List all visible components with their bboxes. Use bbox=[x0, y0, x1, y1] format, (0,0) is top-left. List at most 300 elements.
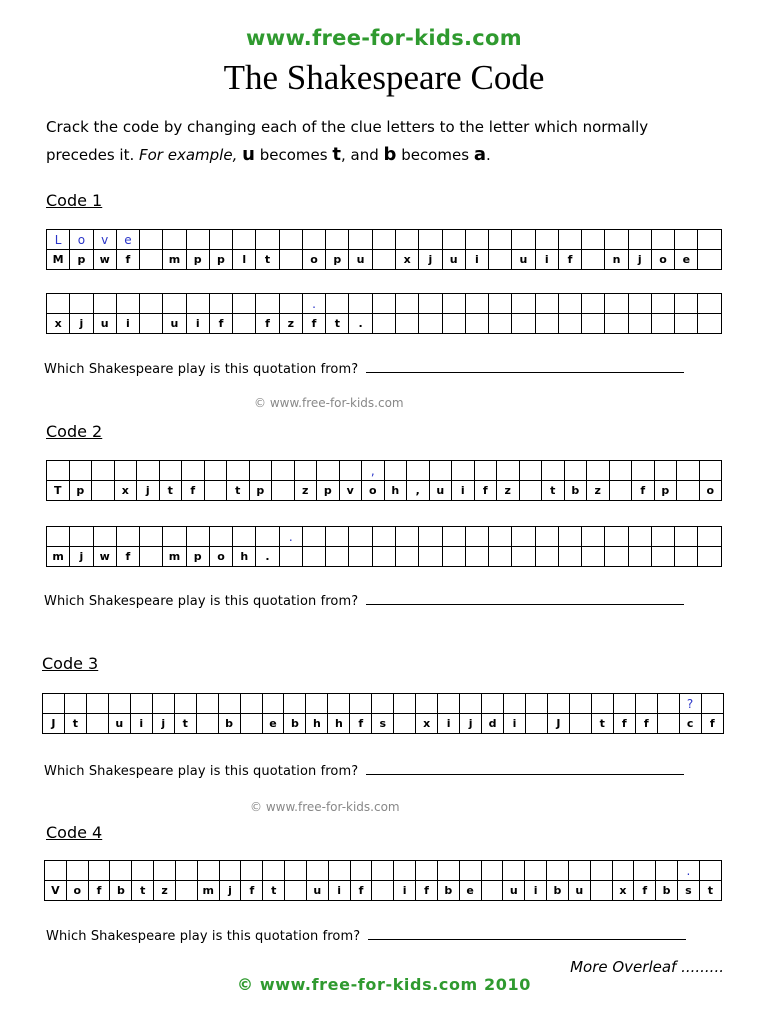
answer-cell[interactable] bbox=[349, 230, 372, 250]
answer-cell[interactable] bbox=[525, 861, 547, 881]
answer-cell[interactable] bbox=[279, 230, 302, 250]
clue-cell bbox=[175, 881, 197, 901]
answer-cell[interactable] bbox=[47, 527, 70, 547]
answer-cell[interactable] bbox=[43, 694, 65, 714]
clue-cell: i bbox=[535, 250, 558, 270]
clue-cell: t bbox=[256, 250, 279, 270]
answer-cell[interactable] bbox=[582, 527, 605, 547]
answer-cell[interactable] bbox=[326, 230, 349, 250]
answer-cell[interactable] bbox=[196, 694, 218, 714]
answer-cell[interactable] bbox=[656, 861, 678, 881]
answer-cell[interactable] bbox=[651, 230, 674, 250]
clue-cell: o bbox=[209, 547, 232, 567]
answer-cell[interactable] bbox=[419, 230, 442, 250]
answer-cell[interactable] bbox=[628, 230, 651, 250]
answer-cell[interactable] bbox=[699, 461, 722, 481]
answer-cell[interactable] bbox=[326, 527, 349, 547]
clue-cell: x bbox=[47, 314, 70, 334]
answer-cell[interactable] bbox=[241, 861, 263, 881]
clue-cell: n bbox=[605, 250, 628, 270]
answer-line-1[interactable] bbox=[366, 371, 684, 373]
clue-cell: l bbox=[233, 250, 256, 270]
answer-cell[interactable] bbox=[512, 294, 535, 314]
clue-cell: j bbox=[70, 314, 93, 334]
clue-cell: . bbox=[349, 314, 372, 334]
clue-cell: x bbox=[395, 250, 418, 270]
clue-cell bbox=[675, 314, 698, 334]
answer-cell[interactable] bbox=[452, 461, 475, 481]
answer-cell[interactable] bbox=[163, 294, 186, 314]
answer-cell[interactable] bbox=[419, 294, 442, 314]
answer-cell[interactable] bbox=[465, 230, 488, 250]
clue-cell: u bbox=[442, 250, 465, 270]
answer-cell[interactable] bbox=[285, 861, 307, 881]
question-3-text: Which Shakespeare play is this quotation from? bbox=[44, 764, 359, 779]
answer-cell[interactable] bbox=[137, 461, 160, 481]
answer-cell[interactable] bbox=[675, 294, 698, 314]
answer-cell[interactable] bbox=[459, 861, 481, 881]
answer-line-4[interactable] bbox=[368, 938, 686, 940]
clue-cell: b bbox=[656, 881, 678, 901]
answer-cell[interactable]: . bbox=[279, 527, 302, 547]
answer-cell[interactable] bbox=[535, 294, 558, 314]
answer-cell[interactable] bbox=[701, 694, 723, 714]
example-becomes-1: becomes bbox=[259, 146, 328, 164]
answer-cell[interactable] bbox=[317, 461, 340, 481]
answer-cell[interactable] bbox=[174, 694, 196, 714]
answer-cell[interactable] bbox=[108, 694, 130, 714]
answer-cell[interactable] bbox=[140, 294, 163, 314]
answer-cell[interactable] bbox=[497, 461, 520, 481]
clue-cell bbox=[698, 314, 722, 334]
answer-cell[interactable] bbox=[419, 527, 442, 547]
clue-cell: t bbox=[159, 481, 182, 501]
clue-cell: t bbox=[174, 714, 196, 734]
clue-cell: f bbox=[241, 881, 263, 901]
answer-cell[interactable] bbox=[140, 230, 163, 250]
clue-cell bbox=[525, 714, 547, 734]
answer-cell[interactable] bbox=[395, 230, 418, 250]
answer-cell[interactable] bbox=[306, 694, 328, 714]
answer-cell[interactable] bbox=[47, 461, 70, 481]
clue-cell bbox=[279, 250, 302, 270]
clue-cell: d bbox=[482, 714, 504, 734]
clue-cell bbox=[481, 881, 503, 901]
clue-cell: h bbox=[306, 714, 328, 734]
answer-cell[interactable] bbox=[182, 461, 205, 481]
clue-cell: f bbox=[416, 881, 438, 901]
clue-cell: i bbox=[504, 714, 526, 734]
answer-cell[interactable] bbox=[558, 294, 581, 314]
answer-cell[interactable] bbox=[328, 694, 350, 714]
answer-cell[interactable] bbox=[240, 694, 262, 714]
clue-cell: b bbox=[437, 881, 459, 901]
answer-cell[interactable] bbox=[372, 230, 395, 250]
answer-cell[interactable] bbox=[438, 694, 460, 714]
question-1-text: Which Shakespeare play is this quotation from? bbox=[44, 362, 359, 377]
clue-cell: o bbox=[699, 481, 722, 501]
answer-cell[interactable]: e bbox=[116, 230, 139, 250]
clue-cell: z bbox=[279, 314, 302, 334]
clue-cell: f bbox=[302, 314, 325, 334]
clue-cell bbox=[628, 314, 651, 334]
answer-cell[interactable] bbox=[349, 294, 372, 314]
answer-cell[interactable] bbox=[535, 527, 558, 547]
answer-cell[interactable] bbox=[372, 861, 394, 881]
answer-cell[interactable] bbox=[407, 461, 430, 481]
answer-cell[interactable] bbox=[339, 461, 362, 481]
answer-cell[interactable] bbox=[613, 694, 635, 714]
code-3-heading: Code 3 bbox=[42, 654, 99, 673]
answer-cell[interactable] bbox=[635, 694, 657, 714]
answer-cell[interactable] bbox=[186, 527, 209, 547]
answer-cell[interactable] bbox=[209, 230, 232, 250]
clue-cell bbox=[240, 714, 262, 734]
answer-cell[interactable] bbox=[460, 694, 482, 714]
answer-cell[interactable] bbox=[394, 694, 416, 714]
answer-cell[interactable] bbox=[209, 294, 232, 314]
clue-cell: t bbox=[699, 881, 721, 901]
clue-cell: f bbox=[209, 314, 232, 334]
answer-cell[interactable] bbox=[66, 861, 88, 881]
answer-cell[interactable] bbox=[302, 230, 325, 250]
answer-cell[interactable] bbox=[349, 527, 372, 547]
clue-cell: h bbox=[233, 547, 256, 567]
clue-cell: f bbox=[701, 714, 723, 734]
answer-cell[interactable]: L bbox=[47, 230, 70, 250]
clue-cell bbox=[605, 547, 628, 567]
clue-cell: z bbox=[154, 881, 176, 901]
answer-cell[interactable] bbox=[70, 294, 93, 314]
answer-cell[interactable] bbox=[395, 294, 418, 314]
clue-cell: p bbox=[70, 250, 93, 270]
answer-cell[interactable]: o bbox=[70, 230, 93, 250]
answer-cell[interactable] bbox=[394, 861, 416, 881]
answer-cell[interactable] bbox=[69, 461, 92, 481]
clue-cell: i bbox=[452, 481, 475, 501]
answer-cell[interactable] bbox=[163, 527, 186, 547]
clue-cell: f bbox=[613, 714, 635, 734]
answer-cell[interactable] bbox=[175, 861, 197, 881]
clue-cell bbox=[605, 314, 628, 334]
clue-cell: s bbox=[678, 881, 700, 901]
answer-cell[interactable] bbox=[569, 694, 591, 714]
answer-cell[interactable] bbox=[632, 461, 655, 481]
answer-row bbox=[47, 230, 722, 250]
page-title: The Shakespeare Code bbox=[223, 58, 545, 97]
clue-cell: c bbox=[679, 714, 701, 734]
answer-line-3[interactable] bbox=[366, 773, 684, 775]
clue-cell: M bbox=[47, 250, 70, 270]
answer-row bbox=[47, 527, 722, 547]
answer-cell[interactable] bbox=[504, 694, 526, 714]
answer-cell[interactable] bbox=[263, 861, 285, 881]
clue-cell: i bbox=[394, 881, 416, 901]
answer-cell[interactable] bbox=[256, 527, 279, 547]
answer-cell[interactable] bbox=[249, 461, 272, 481]
answer-cell[interactable] bbox=[306, 861, 328, 881]
answer-line-2[interactable] bbox=[366, 603, 684, 605]
answer-cell[interactable] bbox=[256, 230, 279, 250]
answer-cell[interactable] bbox=[547, 694, 569, 714]
clue-cell bbox=[442, 314, 465, 334]
answer-cell[interactable]: . bbox=[302, 294, 325, 314]
code-1-grid-2 bbox=[46, 293, 722, 334]
answer-cell[interactable] bbox=[429, 461, 452, 481]
code-2-grid-1 bbox=[46, 460, 722, 501]
answer-cell[interactable] bbox=[442, 230, 465, 250]
answer-cell[interactable] bbox=[233, 230, 256, 250]
answer-cell[interactable] bbox=[605, 230, 628, 250]
answer-cell[interactable]: v bbox=[93, 230, 116, 250]
clue-cell: u bbox=[108, 714, 130, 734]
clue-cell: f bbox=[474, 481, 497, 501]
answer-cell[interactable]: ? bbox=[679, 694, 701, 714]
clue-cell: z bbox=[294, 481, 317, 501]
answer-cell[interactable] bbox=[512, 527, 535, 547]
answer-cell[interactable] bbox=[465, 294, 488, 314]
clue-cell: o bbox=[362, 481, 385, 501]
clue-cell: i bbox=[328, 881, 350, 901]
answer-cell[interactable] bbox=[481, 861, 503, 881]
answer-cell[interactable] bbox=[186, 294, 209, 314]
example-and: , and bbox=[340, 146, 379, 164]
example-end: . bbox=[485, 146, 491, 164]
clue-cell bbox=[489, 547, 512, 567]
answer-cell[interactable] bbox=[92, 461, 115, 481]
answer-cell[interactable] bbox=[628, 527, 651, 547]
answer-cell[interactable] bbox=[395, 527, 418, 547]
answer-cell[interactable] bbox=[233, 527, 256, 547]
answer-cell[interactable] bbox=[628, 294, 651, 314]
answer-cell[interactable] bbox=[605, 527, 628, 547]
answer-cell[interactable] bbox=[558, 230, 581, 250]
answer-cell[interactable] bbox=[218, 694, 240, 714]
clue-row bbox=[47, 547, 722, 567]
answer-cell[interactable] bbox=[558, 527, 581, 547]
question-2 bbox=[44, 594, 684, 609]
answer-cell[interactable] bbox=[350, 694, 372, 714]
answer-cell[interactable] bbox=[197, 861, 219, 881]
clue-cell: b bbox=[547, 881, 569, 901]
clue-cell: V bbox=[45, 881, 67, 901]
clue-cell bbox=[489, 250, 512, 270]
answer-row bbox=[47, 294, 722, 314]
clue-cell bbox=[582, 547, 605, 567]
clue-cell bbox=[657, 714, 679, 734]
clue-cell bbox=[582, 250, 605, 270]
answer-cell[interactable] bbox=[209, 527, 232, 547]
answer-cell[interactable] bbox=[272, 461, 295, 481]
answer-cell[interactable] bbox=[698, 294, 722, 314]
answer-cell[interactable] bbox=[130, 694, 152, 714]
clue-cell: e bbox=[262, 714, 284, 734]
clue-cell: p bbox=[326, 250, 349, 270]
answer-cell[interactable] bbox=[372, 694, 394, 714]
answer-cell[interactable] bbox=[634, 861, 656, 881]
answer-cell[interactable] bbox=[219, 861, 241, 881]
answer-cell[interactable] bbox=[609, 461, 632, 481]
answer-cell[interactable] bbox=[582, 230, 605, 250]
answer-cell[interactable] bbox=[525, 694, 547, 714]
clue-cell: p bbox=[69, 481, 92, 501]
answer-cell[interactable] bbox=[442, 527, 465, 547]
answer-cell[interactable] bbox=[651, 294, 674, 314]
clue-cell bbox=[279, 547, 302, 567]
answer-cell[interactable] bbox=[328, 861, 350, 881]
answer-cell[interactable] bbox=[605, 294, 628, 314]
answer-cell[interactable] bbox=[651, 527, 674, 547]
site-header: www.free-for-kids.com bbox=[246, 26, 522, 50]
answer-cell[interactable] bbox=[294, 461, 317, 481]
clue-cell: x bbox=[612, 881, 634, 901]
answer-cell[interactable] bbox=[372, 294, 395, 314]
answer-cell[interactable] bbox=[93, 294, 116, 314]
clue-cell: w bbox=[93, 547, 116, 567]
clue-cell: b bbox=[284, 714, 306, 734]
clue-cell: x bbox=[416, 714, 438, 734]
answer-cell[interactable] bbox=[465, 527, 488, 547]
answer-cell[interactable] bbox=[535, 230, 558, 250]
answer-cell[interactable] bbox=[302, 527, 325, 547]
answer-cell[interactable] bbox=[698, 230, 722, 250]
answer-cell[interactable] bbox=[262, 694, 284, 714]
clue-cell bbox=[489, 314, 512, 334]
question-3 bbox=[44, 764, 684, 779]
answer-cell[interactable] bbox=[70, 527, 93, 547]
clue-cell: J bbox=[547, 714, 569, 734]
answer-cell[interactable] bbox=[159, 461, 182, 481]
answer-cell[interactable] bbox=[542, 461, 565, 481]
answer-cell[interactable] bbox=[699, 861, 721, 881]
answer-cell[interactable] bbox=[612, 861, 634, 881]
clue-cell: p bbox=[654, 481, 677, 501]
answer-cell[interactable] bbox=[482, 694, 504, 714]
clue-cell bbox=[519, 481, 542, 501]
example-result-1: t bbox=[332, 144, 341, 165]
answer-cell[interactable] bbox=[675, 230, 698, 250]
instructions-precedes: precedes it. bbox=[46, 146, 135, 164]
clue-cell bbox=[558, 547, 581, 567]
answer-cell[interactable] bbox=[204, 461, 227, 481]
answer-cell[interactable] bbox=[110, 861, 132, 881]
clue-cell bbox=[372, 881, 394, 901]
clue-cell bbox=[651, 314, 674, 334]
answer-cell[interactable] bbox=[675, 527, 698, 547]
clue-cell: t bbox=[227, 481, 250, 501]
answer-cell[interactable] bbox=[519, 461, 542, 481]
answer-cell[interactable] bbox=[116, 527, 139, 547]
answer-cell[interactable] bbox=[657, 694, 679, 714]
clue-cell: v bbox=[339, 481, 362, 501]
clue-cell bbox=[326, 547, 349, 567]
clue-cell: b bbox=[564, 481, 587, 501]
answer-cell[interactable] bbox=[64, 694, 86, 714]
answer-cell[interactable] bbox=[384, 461, 407, 481]
clue-cell: p bbox=[249, 481, 272, 501]
example-becomes-2: becomes bbox=[401, 146, 470, 164]
answer-cell[interactable] bbox=[547, 861, 569, 881]
answer-cell[interactable] bbox=[416, 861, 438, 881]
answer-cell[interactable] bbox=[489, 294, 512, 314]
answer-cell[interactable] bbox=[437, 861, 459, 881]
answer-cell[interactable] bbox=[116, 294, 139, 314]
clue-cell: f bbox=[182, 481, 205, 501]
answer-cell[interactable] bbox=[326, 294, 349, 314]
answer-cell[interactable] bbox=[88, 861, 110, 881]
answer-cell[interactable] bbox=[677, 461, 700, 481]
answer-cell[interactable] bbox=[45, 861, 67, 881]
clue-cell: i bbox=[186, 314, 209, 334]
answer-cell[interactable] bbox=[186, 230, 209, 250]
answer-cell[interactable] bbox=[256, 294, 279, 314]
clue-cell bbox=[558, 314, 581, 334]
answer-cell[interactable] bbox=[582, 294, 605, 314]
answer-cell[interactable] bbox=[698, 527, 722, 547]
clue-cell: j bbox=[152, 714, 174, 734]
answer-cell[interactable] bbox=[489, 527, 512, 547]
answer-cell[interactable] bbox=[233, 294, 256, 314]
answer-cell[interactable] bbox=[140, 527, 163, 547]
clue-cell: h bbox=[384, 481, 407, 501]
answer-cell[interactable] bbox=[372, 527, 395, 547]
clue-cell bbox=[465, 547, 488, 567]
clue-cell: x bbox=[114, 481, 137, 501]
clue-cell: t bbox=[132, 881, 154, 901]
clue-cell: m bbox=[163, 547, 186, 567]
code-4-heading: Code 4 bbox=[46, 823, 103, 842]
clue-cell: j bbox=[628, 250, 651, 270]
answer-cell[interactable] bbox=[114, 461, 137, 481]
answer-cell[interactable] bbox=[152, 694, 174, 714]
answer-cell[interactable] bbox=[503, 861, 525, 881]
answer-cell[interactable] bbox=[132, 861, 154, 881]
answer-cell[interactable] bbox=[350, 861, 372, 881]
clue-cell bbox=[442, 547, 465, 567]
more-overleaf: More Overleaf ......... bbox=[570, 958, 724, 976]
answer-cell[interactable] bbox=[564, 461, 587, 481]
answer-cell[interactable] bbox=[489, 230, 512, 250]
answer-cell[interactable] bbox=[227, 461, 250, 481]
clue-cell: f bbox=[256, 314, 279, 334]
answer-cell[interactable] bbox=[442, 294, 465, 314]
answer-cell[interactable] bbox=[154, 861, 176, 881]
question-4-text: Which Shakespeare play is this quotation from? bbox=[46, 929, 361, 944]
answer-cell[interactable] bbox=[568, 861, 590, 881]
answer-cell[interactable] bbox=[284, 694, 306, 714]
clue-cell bbox=[569, 714, 591, 734]
answer-cell[interactable] bbox=[587, 461, 610, 481]
answer-cell[interactable] bbox=[47, 294, 70, 314]
answer-cell[interactable] bbox=[654, 461, 677, 481]
clue-cell bbox=[677, 481, 700, 501]
answer-cell[interactable] bbox=[590, 861, 612, 881]
answer-cell[interactable]: , bbox=[362, 461, 385, 481]
answer-cell[interactable] bbox=[93, 527, 116, 547]
answer-cell[interactable] bbox=[279, 294, 302, 314]
answer-cell[interactable] bbox=[163, 230, 186, 250]
clue-cell bbox=[590, 881, 612, 901]
clue-cell bbox=[372, 250, 395, 270]
answer-cell[interactable] bbox=[474, 461, 497, 481]
answer-cell[interactable] bbox=[591, 694, 613, 714]
answer-cell[interactable] bbox=[86, 694, 108, 714]
answer-cell[interactable]: . bbox=[678, 861, 700, 881]
answer-cell[interactable] bbox=[512, 230, 535, 250]
code-1-grid-1 bbox=[46, 229, 722, 270]
clue-cell: h bbox=[328, 714, 350, 734]
answer-cell[interactable] bbox=[416, 694, 438, 714]
